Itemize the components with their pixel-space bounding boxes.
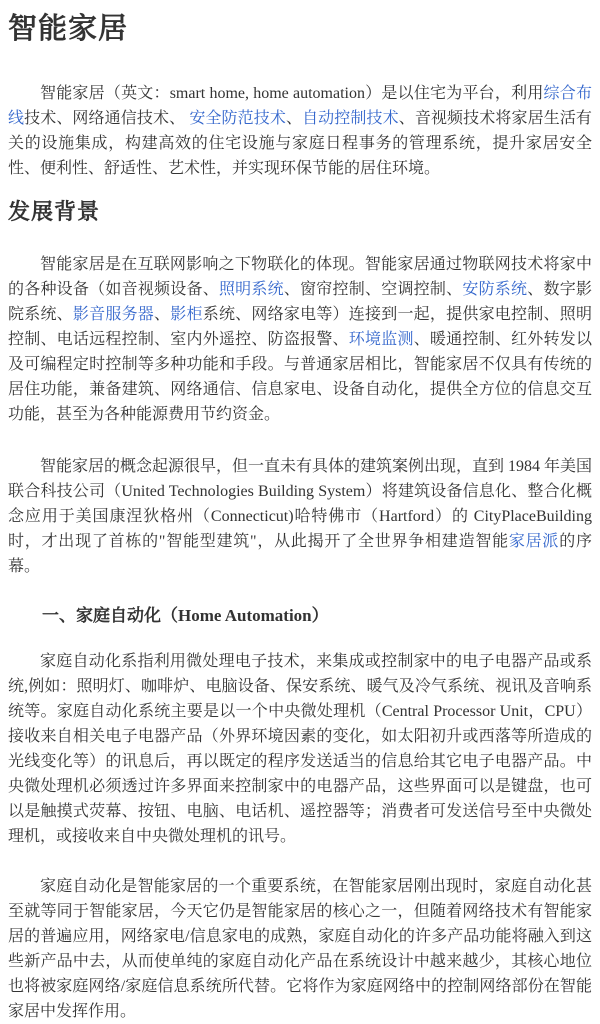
paragraph-iot-overview (8, 252, 592, 427)
intro-paragraph (8, 81, 592, 181)
text-segment: 家庭自动化系指利用微处理电子技术，来集成或控制家中的电子电器产品或系统,例如：照明灯、咖啡炉、电脑设备、保安系统、暖气及冷气系统、视讯及音响系统等。家庭自动化系统主要是以一个中央微处理机（Central Processor Unit，CPU）接收来自相关电子电器产品（外界环境因素的变化，如太阳初升或西落等所造成的光线变化等）的讯息后，再以既定的程序发送适当的信息给其它电子电器产品。中央微处理机必须透过许多界面来控制家中的电器产品，这些界面可以是键盘，也可以是触摸式荧幕、按钮、电脑、电话机、遥控器等；消费者可发送信号至中央微处理机，或接收来自中央微处理机的讯号。 (8, 653, 592, 845)
text-segment: 家庭自动化是智能家居的一个重要系统，在智能家居刚出现时，家庭自动化甚至就等同于智能家居，今天它仍是智能家居的核心之一，但随着网络技术有智能家居的普遍应用，网络家电/信息家电的成熟，家庭自动化的许多产品功能将融入到这些新产品中去，从而使单纯的家庭自动化产品在系统设计中越来越少，其核心地位也将被家庭网络/家庭信息系统所代替。它将作为家庭网络中的控制网络部份在智能家居中发挥作用。 (8, 878, 592, 1020)
inline-link[interactable]: 影音服务器 (72, 306, 155, 323)
text-segment: 、 (285, 110, 303, 127)
inline-link[interactable]: 自动控制技术 (302, 110, 399, 127)
inline-link[interactable]: 环境监测 (348, 331, 414, 348)
text-segment: 技术、网络通信技术、 (24, 110, 190, 127)
text-segment: 、数字影院系统、 (8, 281, 592, 323)
section-heading-development-background: 发展背景 (8, 199, 101, 224)
inline-link[interactable]: 家居派 (508, 533, 560, 550)
text-segment: 智能家居的概念起源很早，但一直未有具体的建筑案例出现，直到 1984 年美国联合科技公司（United Technologies Building System）将建筑设备信息化、整合化概念应用于美国康涅狄格州（Connecticut)哈特佛市（Hartford）的 CityPlaceBuilding 时，才出现了首栋的"智能型建筑"，从此揭开了全世界争相建造智能 (8, 458, 593, 550)
text-segment: 、窗帘控制、空调控制、 (283, 281, 463, 298)
text-segment: 、暖通控制、红外转发以及可编程定时控制等多种功能和手段。与普通家居相比，智能家居不仅具有传统的居住功能，兼备建筑、网络通信、信息家电、设备自动化，提供全方位的信息交互功能，甚至为各种能源费用节约资金。 (8, 331, 592, 423)
paragraph-home-automation-definition (8, 649, 592, 849)
page-title: 智能家居 (8, 13, 129, 45)
inline-link[interactable]: 安防系统 (462, 281, 528, 298)
text-segment: 、音视频技术将家居生活有关的设施集成，构建高效的住宅设施与家庭日程事务的管理系统，提升家居安全性、便利性、舒适性、艺术性，并实现环保节能的居住环境。 (8, 110, 592, 177)
inline-link[interactable]: 影柜 (170, 306, 203, 323)
text-segment: 系统、网络家电等）连接到一起，提供家电控制、照明控制、电话远程控制、室内外遥控、防盗报警、 (8, 306, 592, 348)
inline-link[interactable]: 安全防范技术 (189, 110, 286, 127)
text-segment: 的序幕。 (8, 533, 592, 575)
subsection-heading-home-automation: 一、家庭自动化（Home Automation） (42, 606, 329, 625)
text-segment: 智能家居是在互联网影响之下物联化的体现。智能家居通过物联网技术将家中的各种设备（如音视频设备、 (8, 256, 592, 298)
inline-link[interactable]: 综合布线 (8, 85, 592, 127)
text-segment: 智能家居（英文：smart home, home automation）是以住宅为平台，利用 (40, 85, 544, 102)
inline-link[interactable]: 照明系统 (218, 281, 284, 298)
paragraph-home-automation-role (8, 874, 592, 1024)
paragraph-history-origin (8, 454, 592, 579)
text-segment: 、 (154, 306, 171, 323)
